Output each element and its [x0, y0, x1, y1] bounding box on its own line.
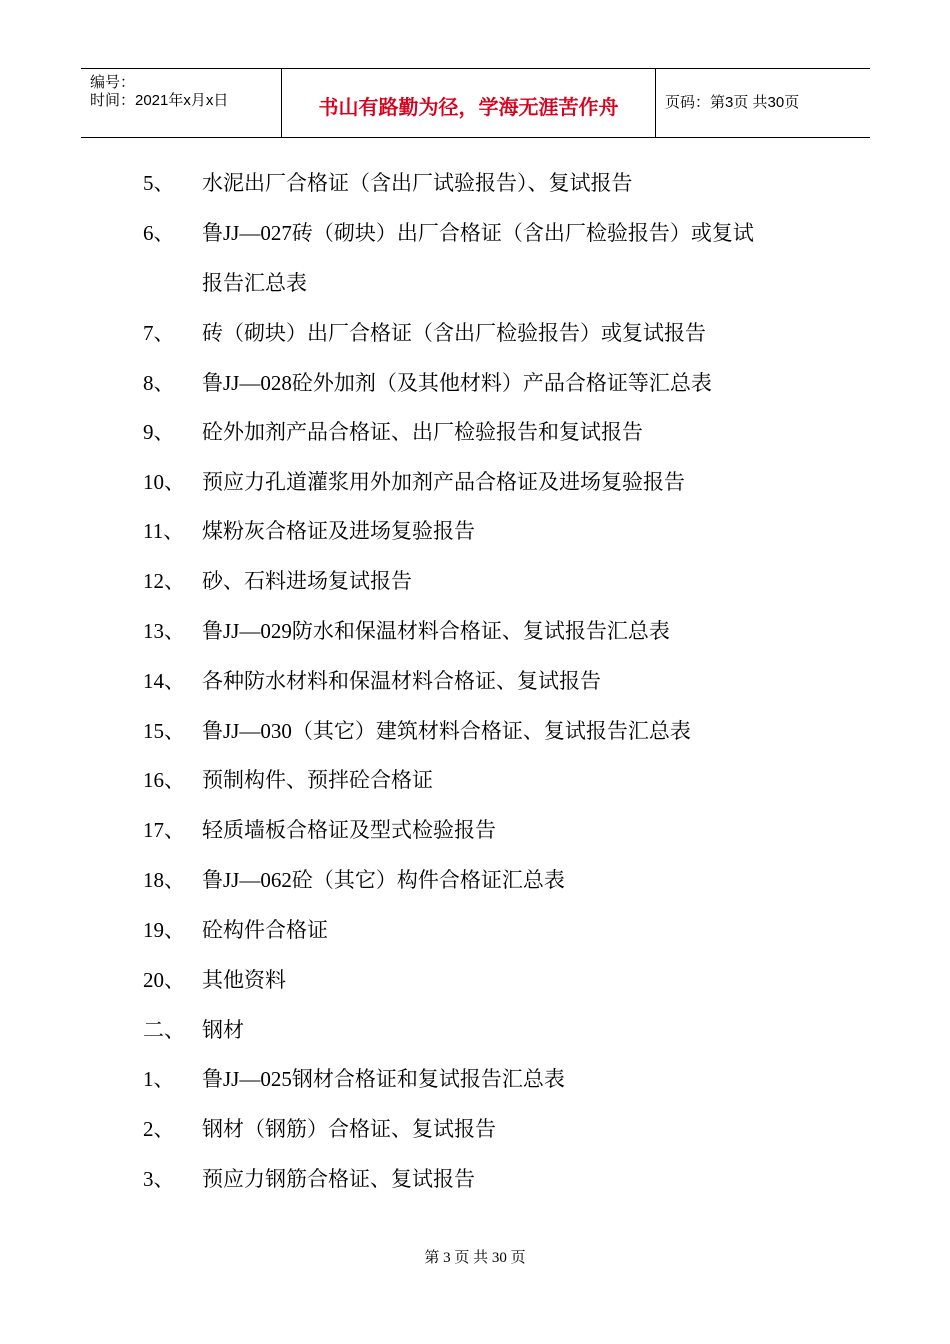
list-item-text: 鲁JJ—062砼（其它）构件合格证汇总表 — [202, 868, 565, 892]
list-item-number: 14、 — [143, 669, 185, 693]
list-item-number: 20、 — [143, 968, 185, 992]
list-item-text: 各种防水材料和保温材料合格证、复试报告 — [202, 669, 601, 693]
list-item-text: 预应力钢筋合格证、复试报告 — [202, 1167, 475, 1191]
list-item-number: 16、 — [143, 768, 185, 792]
page-code: 页码：第3页 共30页 — [665, 94, 800, 111]
list-item-number: 二、 — [143, 1018, 185, 1042]
list-item-text: 水泥出厂合格证（含出厂试验报告）、复试报告 — [202, 171, 633, 195]
list-item-number: 17、 — [143, 818, 185, 842]
list-item-number: 11、 — [143, 519, 185, 543]
list-item-text: 预应力孔道灌浆用外加剂产品合格证及进场复验报告 — [202, 470, 685, 494]
list-item-text: 钢材（钢筋）合格证、复试报告 — [202, 1117, 496, 1141]
motto-text: 书山有路勤为径，学海无涯苦作舟 — [318, 95, 619, 119]
list-item-number: 6、 — [143, 221, 175, 245]
list-item-text: 其他资料 — [202, 968, 286, 992]
list-item-number: 8、 — [143, 371, 175, 395]
list-item-number: 15、 — [143, 719, 185, 743]
header-motto-cell — [281, 69, 656, 137]
list-item-text: 鲁JJ—027砖（砌块）出厂合格证（含出厂检验报告）或复试 — [202, 221, 754, 245]
list-item-text: 鲁JJ—025钢材合格证和复试报告汇总表 — [202, 1067, 565, 1091]
list-item-number: 1、 — [143, 1067, 175, 1091]
list-item-number: 18、 — [143, 868, 185, 892]
list-item-text: 预制构件、预拌砼合格证 — [202, 768, 433, 792]
list-item-text: 鲁JJ—028砼外加剂（及其他材料）产品合格证等汇总表 — [202, 371, 712, 395]
list-item-number: 9、 — [143, 420, 175, 444]
list-item-number: 19、 — [143, 918, 185, 942]
list-item-text: 砖（砌块）出厂合格证（含出厂检验报告）或复试报告 — [202, 321, 706, 345]
header-info-cell — [81, 69, 281, 137]
list-item-number: 12、 — [143, 569, 185, 593]
list-item-text: 砼外加剂产品合格证、出厂检验报告和复试报告 — [202, 420, 643, 444]
list-item-text: 煤粉灰合格证及进场复验报告 — [202, 519, 475, 543]
list-item-text: 砂、石料进场复试报告 — [202, 569, 412, 593]
number-label: 编号： — [90, 74, 136, 91]
list-item-number: 5、 — [143, 171, 175, 195]
list-item-number: 10、 — [143, 470, 185, 494]
list-item-number: 2、 — [143, 1117, 175, 1141]
list-item-text: 砼构件合格证 — [202, 918, 328, 942]
list-item-number: 7、 — [143, 321, 175, 345]
list-item-text: 钢材 — [202, 1018, 244, 1042]
list-item-number: 3、 — [143, 1167, 175, 1191]
list-item-text: 鲁JJ—030（其它）建筑材料合格证、复试报告汇总表 — [202, 719, 691, 743]
list-item-number: 13、 — [143, 619, 185, 643]
header-page-cell — [655, 69, 870, 137]
list-item-text: 鲁JJ—029防水和保温材料合格证、复试报告汇总表 — [202, 619, 670, 643]
page-footer: 第 3 页 共 30 页 — [424, 1250, 526, 1266]
document-header — [81, 68, 870, 138]
list-item-text: 报告汇总表 — [202, 271, 307, 295]
list-item-text: 轻质墙板合格证及型式检验报告 — [202, 818, 496, 842]
time-label: 时间：2021年x月x日 — [90, 92, 229, 109]
